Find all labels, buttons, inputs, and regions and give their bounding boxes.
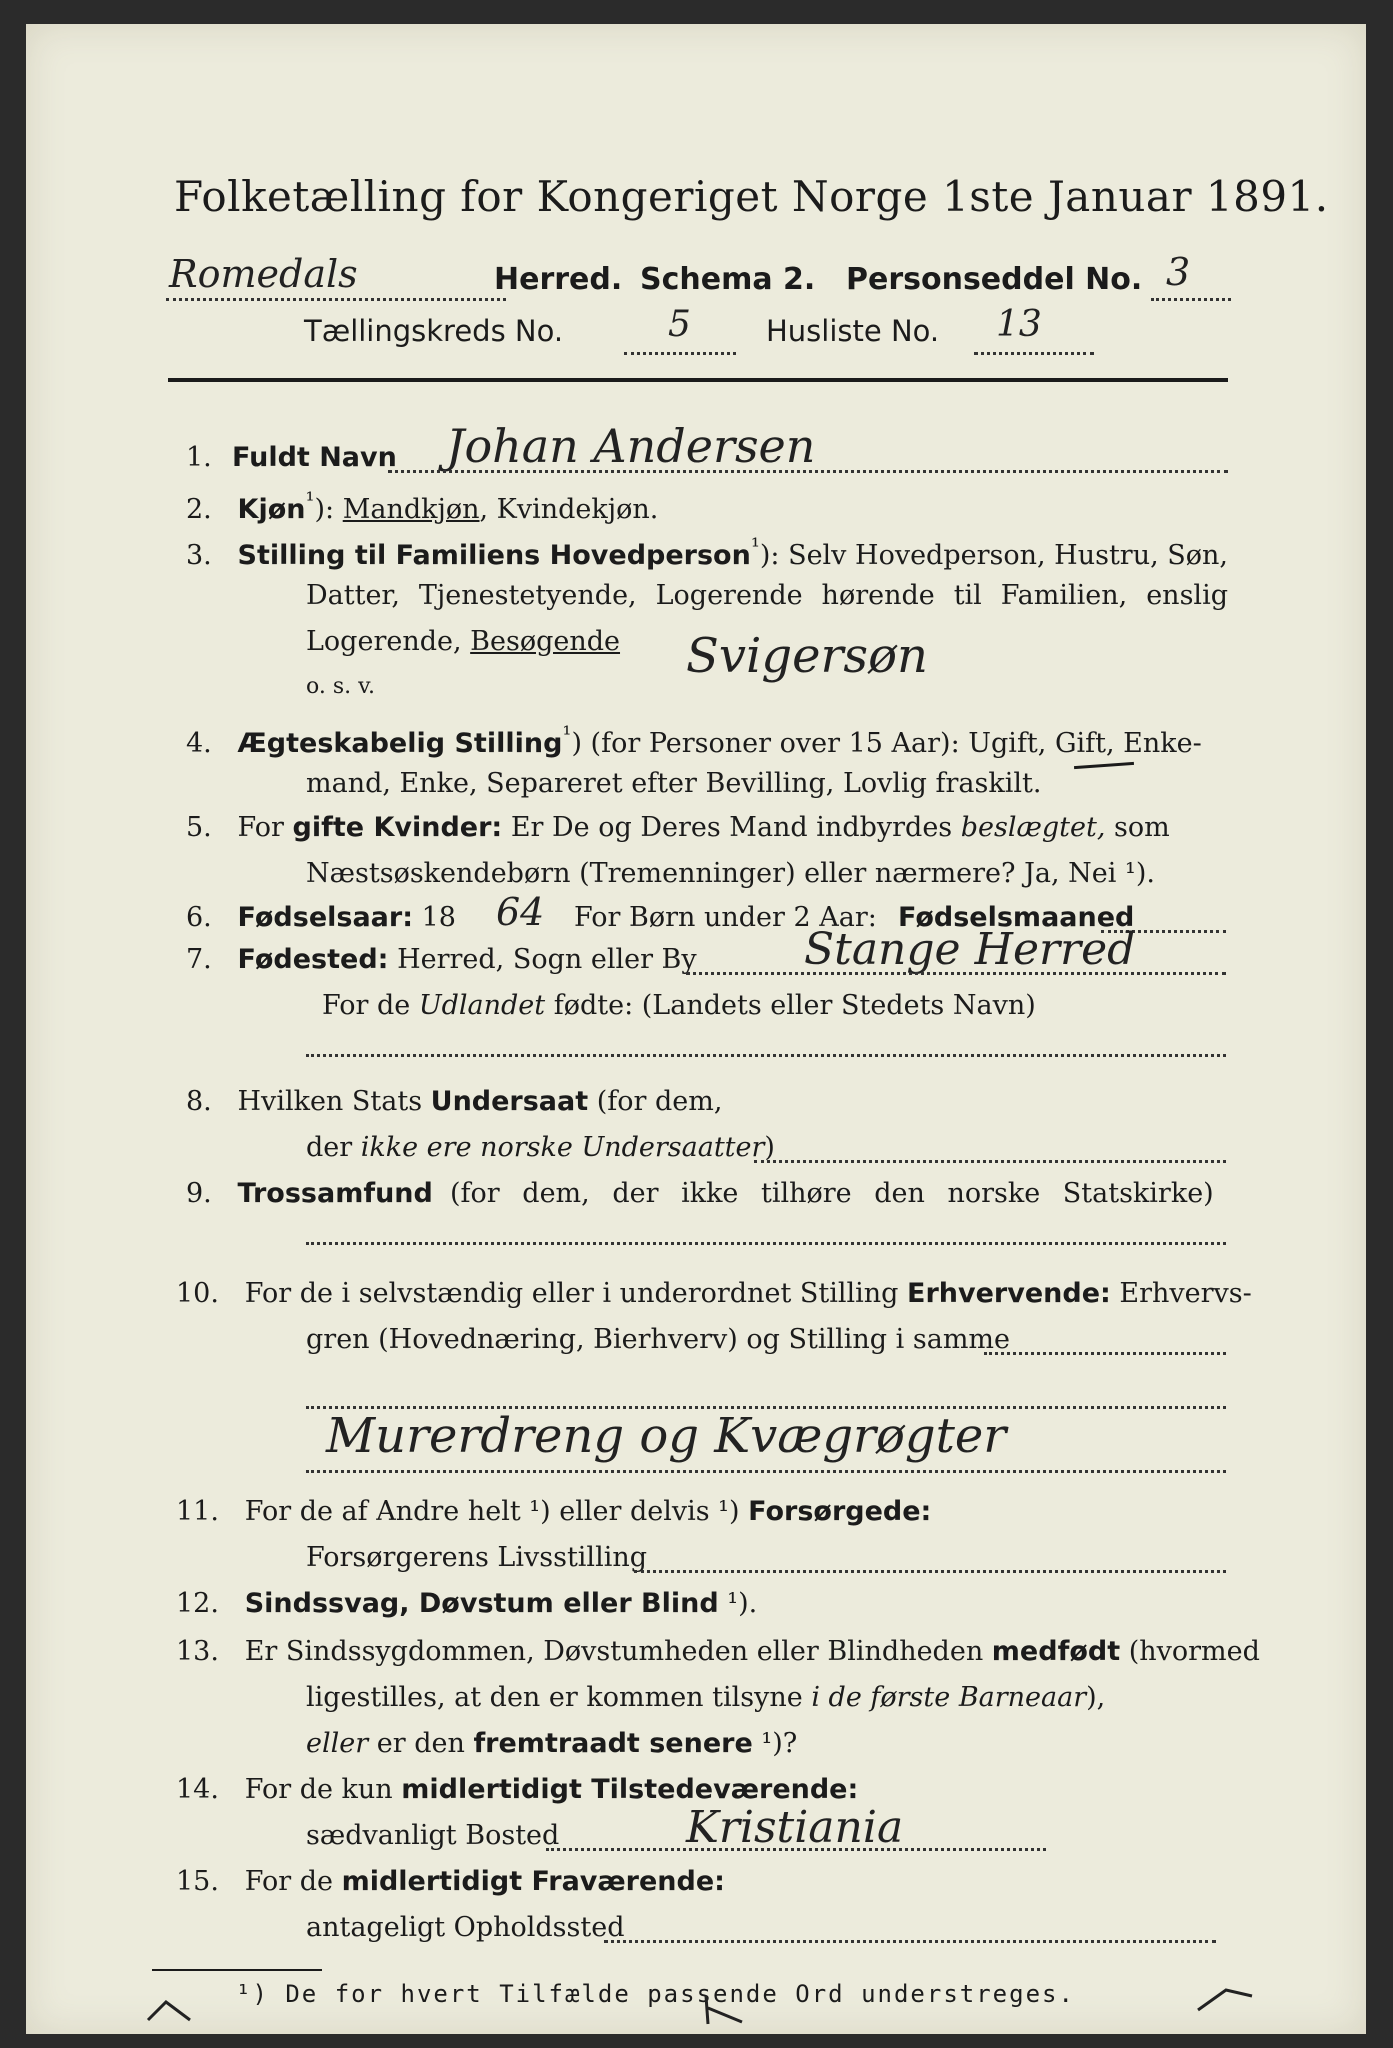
q6-number: 6. — [186, 902, 212, 933]
q2-text-b: , Kvindekjøn. — [479, 494, 659, 525]
q9-label: Trossamfund — [237, 1178, 433, 1209]
q4-number: 4. — [186, 728, 212, 759]
q3-line1-rest: ): Selv Hovedperson, Hustru, Søn, — [759, 540, 1228, 571]
kreds-label: Tællingskreds No. — [304, 314, 564, 348]
q13-line3 — [306, 1728, 797, 1759]
q14-line1-b: midlertidigt Tilstedeværende: — [401, 1774, 859, 1805]
q9-number: 9. — [186, 1178, 212, 1209]
q15-line1 — [176, 1866, 725, 1897]
q7-label: Fødested: — [237, 944, 389, 975]
q9-line — [186, 1178, 1226, 1209]
q6-text: For Børn under 2 Aar: — [574, 902, 877, 933]
q3-line3 — [306, 626, 620, 657]
q14-value: Kristiania — [686, 1802, 904, 1853]
q5-line1-end: som — [1105, 812, 1170, 843]
q8-line1-b: Undersaat — [430, 1086, 589, 1117]
kreds-value: 5 — [668, 304, 691, 345]
q10-line1-b: Erhvervende: — [907, 1278, 1111, 1309]
q3-option-besogende: Besøgende — [470, 626, 621, 657]
personseddel-label: Personseddel No. — [846, 262, 1143, 297]
q13-line2-italic: i de første Barneaar — [811, 1682, 1087, 1713]
form-title: Folketælling for Kongeriget Norge 1ste Januar 1891. — [174, 172, 1329, 221]
q12-line — [176, 1588, 757, 1619]
q2-label: Kjøn — [237, 494, 306, 525]
herred-label: Herred. — [494, 262, 623, 297]
registration-mark-right — [1196, 1984, 1256, 2014]
husliste-dotline — [974, 352, 1094, 355]
q13-line2-a: ligestilles, at den er kommen tilsyne — [306, 1682, 812, 1713]
q12-number: 12. — [176, 1588, 219, 1619]
q4-line2: mand, Enke, Separeret efter Bevilling, Lovlig fraskilt. — [306, 768, 1042, 799]
q8-line1-a: Hvilken Stats — [237, 1086, 431, 1117]
q5-line2: Næstsøskendebørn (Tremenninger) eller nærmere? Ja, Nei ¹). — [306, 858, 1155, 889]
q8-line1 — [186, 1086, 722, 1117]
q4-line1-rest: ) (for Personer over 15 Aar): Ugift, Gift, Enke- — [571, 728, 1202, 759]
q3-label: Stilling til Familiens Hovedperson — [237, 540, 751, 571]
registration-mark-center — [702, 1994, 752, 2026]
q13-line3-c: ¹)? — [752, 1728, 798, 1759]
q4-mark-stroke — [1074, 762, 1134, 769]
q7-value: Stange Herred — [804, 924, 1136, 975]
q14-line2: sædvanligt Bosted — [306, 1820, 560, 1851]
q9-text: (for dem, der ikke tilhøre den norske Statskirke) — [450, 1178, 1214, 1209]
q13-line1-c: (hvormed — [1120, 1636, 1260, 1667]
husliste-value: 13 — [996, 304, 1042, 345]
q12-tail: ¹). — [718, 1588, 758, 1619]
q2-sup: ¹ — [305, 488, 315, 514]
q14-line1 — [176, 1774, 858, 1805]
q12-label: Sindssvag, Døvstum eller Blind — [244, 1588, 719, 1619]
census-sheet — [26, 24, 1366, 2034]
husliste-label: Husliste No. — [766, 314, 940, 348]
q8-line2-a: der — [306, 1132, 361, 1163]
q1-number: 1. — [186, 442, 212, 473]
q5-line1 — [186, 812, 1170, 843]
q14-dotline — [546, 1848, 1046, 1851]
q6-prefix: 18 — [421, 902, 456, 933]
q13-line3-b: fremtraadt senere — [473, 1728, 753, 1759]
q3-value: Svigersøn — [686, 628, 928, 684]
q9-dotline — [306, 1242, 1226, 1245]
q1-dotline — [388, 470, 1228, 473]
q5-line1-rest: Er De og Deres Mand indbyrdes — [502, 812, 961, 843]
q13-line1-b: medfødt — [991, 1636, 1121, 1667]
q8-line2 — [306, 1132, 775, 1163]
q3-line3-a: Logerende, — [306, 626, 471, 657]
q6-label: Fødselsaar: — [237, 902, 414, 933]
q14-line1-a: For de kun — [244, 1774, 402, 1805]
q3-line2: Datter, Tjenestetyende, Logerende hørende til Familien, enslig — [306, 580, 1228, 611]
q10-line2: gren (Hovednæring, Bierhverv) og Stilling i samme — [306, 1324, 1011, 1355]
q3-sup: ¹ — [750, 534, 760, 560]
q15-line2: antageligt Opholdssted — [306, 1912, 625, 1943]
q10-dotline-1 — [984, 1352, 1226, 1355]
q13-line2-b: ), — [1086, 1682, 1106, 1713]
q11-line2: Forsørgerens Livsstilling — [306, 1542, 648, 1573]
q3-line4: o. s. v. — [306, 674, 375, 699]
q2-line — [186, 488, 658, 525]
q8-line2-b: ) — [764, 1132, 775, 1163]
q7-dotline — [686, 972, 1226, 975]
q13-line3-italic: eller — [306, 1728, 369, 1759]
q13-line2 — [306, 1682, 1105, 1713]
q4-sup: ¹ — [562, 722, 572, 748]
q1-value: Johan Andersen — [446, 419, 816, 473]
q6-line — [186, 902, 456, 933]
q10-line1-c: Erhvervs- — [1110, 1278, 1252, 1309]
q14-number: 14. — [176, 1774, 219, 1805]
q13-number: 13. — [176, 1636, 219, 1667]
personseddel-value: 3 — [1166, 250, 1191, 294]
q4-line1 — [186, 722, 1202, 759]
schema-label: Schema 2. — [640, 262, 816, 297]
q15-dotline — [604, 1940, 1216, 1943]
footnote-rule — [152, 1969, 322, 1971]
q13-line1 — [176, 1636, 1260, 1667]
q15-number: 15. — [176, 1866, 219, 1897]
q6-value: 64 — [496, 890, 545, 934]
q2-option-mand: Mandkjøn — [342, 494, 480, 525]
q8-dotline — [754, 1160, 1226, 1163]
q8-number: 8. — [186, 1086, 212, 1117]
q15-line1-b: midlertidigt Fraværende: — [341, 1866, 725, 1897]
q11-line1 — [176, 1496, 931, 1527]
q5-line1-italic: beslægtet, — [960, 812, 1106, 843]
q7-number: 7. — [186, 944, 212, 975]
q11-line1-a: For de af Andre helt ¹) eller delvis ¹) — [244, 1496, 749, 1527]
q10-line1 — [176, 1278, 1252, 1309]
q4-label: Ægteskabelig Stilling — [237, 728, 563, 759]
q7-line2-a: For de — [322, 990, 419, 1021]
q10-dotline-3 — [306, 1470, 1226, 1473]
q13-line1-a: Er Sindssygdommen, Døvstumheden eller Blindheden — [244, 1636, 992, 1667]
q6-label2: Fødselsmaaned — [898, 902, 1135, 933]
q7-line2 — [322, 990, 1036, 1021]
q3-number: 3. — [186, 540, 212, 571]
q7-line1 — [186, 944, 697, 975]
q11-dotline — [634, 1570, 1226, 1573]
footnote: ¹) De for hvert Tilfælde passende Ord understreges. — [236, 1980, 1075, 2008]
q5-label-b: gifte Kvinder: — [292, 812, 503, 843]
q8-line1-c: (for dem, — [588, 1086, 723, 1117]
q10-line1-a: For de i selvstændig eller i underordnet Stilling — [244, 1278, 908, 1309]
q8-line2-italic: ikke ere norske Undersaatter — [360, 1132, 765, 1163]
q2-text-a: ): — [314, 494, 343, 525]
q10-value: Murerdreng og Kvægrøgter — [326, 1408, 1007, 1464]
registration-mark-left — [146, 1996, 196, 2026]
q11-line1-b: Forsørgede: — [748, 1496, 932, 1527]
herred-dotline — [166, 298, 506, 301]
q2-number: 2. — [186, 494, 212, 525]
q10-number: 10. — [176, 1278, 219, 1309]
herred-value: Romedals — [169, 252, 358, 296]
q7-dotline-2 — [306, 1054, 1226, 1057]
q13-line3-a: er den — [368, 1728, 474, 1759]
kreds-dotline — [624, 352, 736, 355]
q5-number: 5. — [186, 812, 212, 843]
personseddel-dotline — [1151, 298, 1231, 301]
q7-line2-b: fødte: (Landets eller Stedets Navn) — [545, 990, 1036, 1021]
q11-number: 11. — [176, 1496, 219, 1527]
q7-text: Herred, Sogn eller By — [397, 944, 697, 975]
q15-line1-a: For de — [244, 1866, 342, 1897]
q7-line2-italic: Udlandet — [418, 990, 546, 1021]
q3-line1 — [186, 534, 1228, 571]
header-rule — [168, 378, 1228, 382]
q1-label: Fuldt Navn — [232, 442, 397, 473]
q5-label-a: For — [237, 812, 293, 843]
